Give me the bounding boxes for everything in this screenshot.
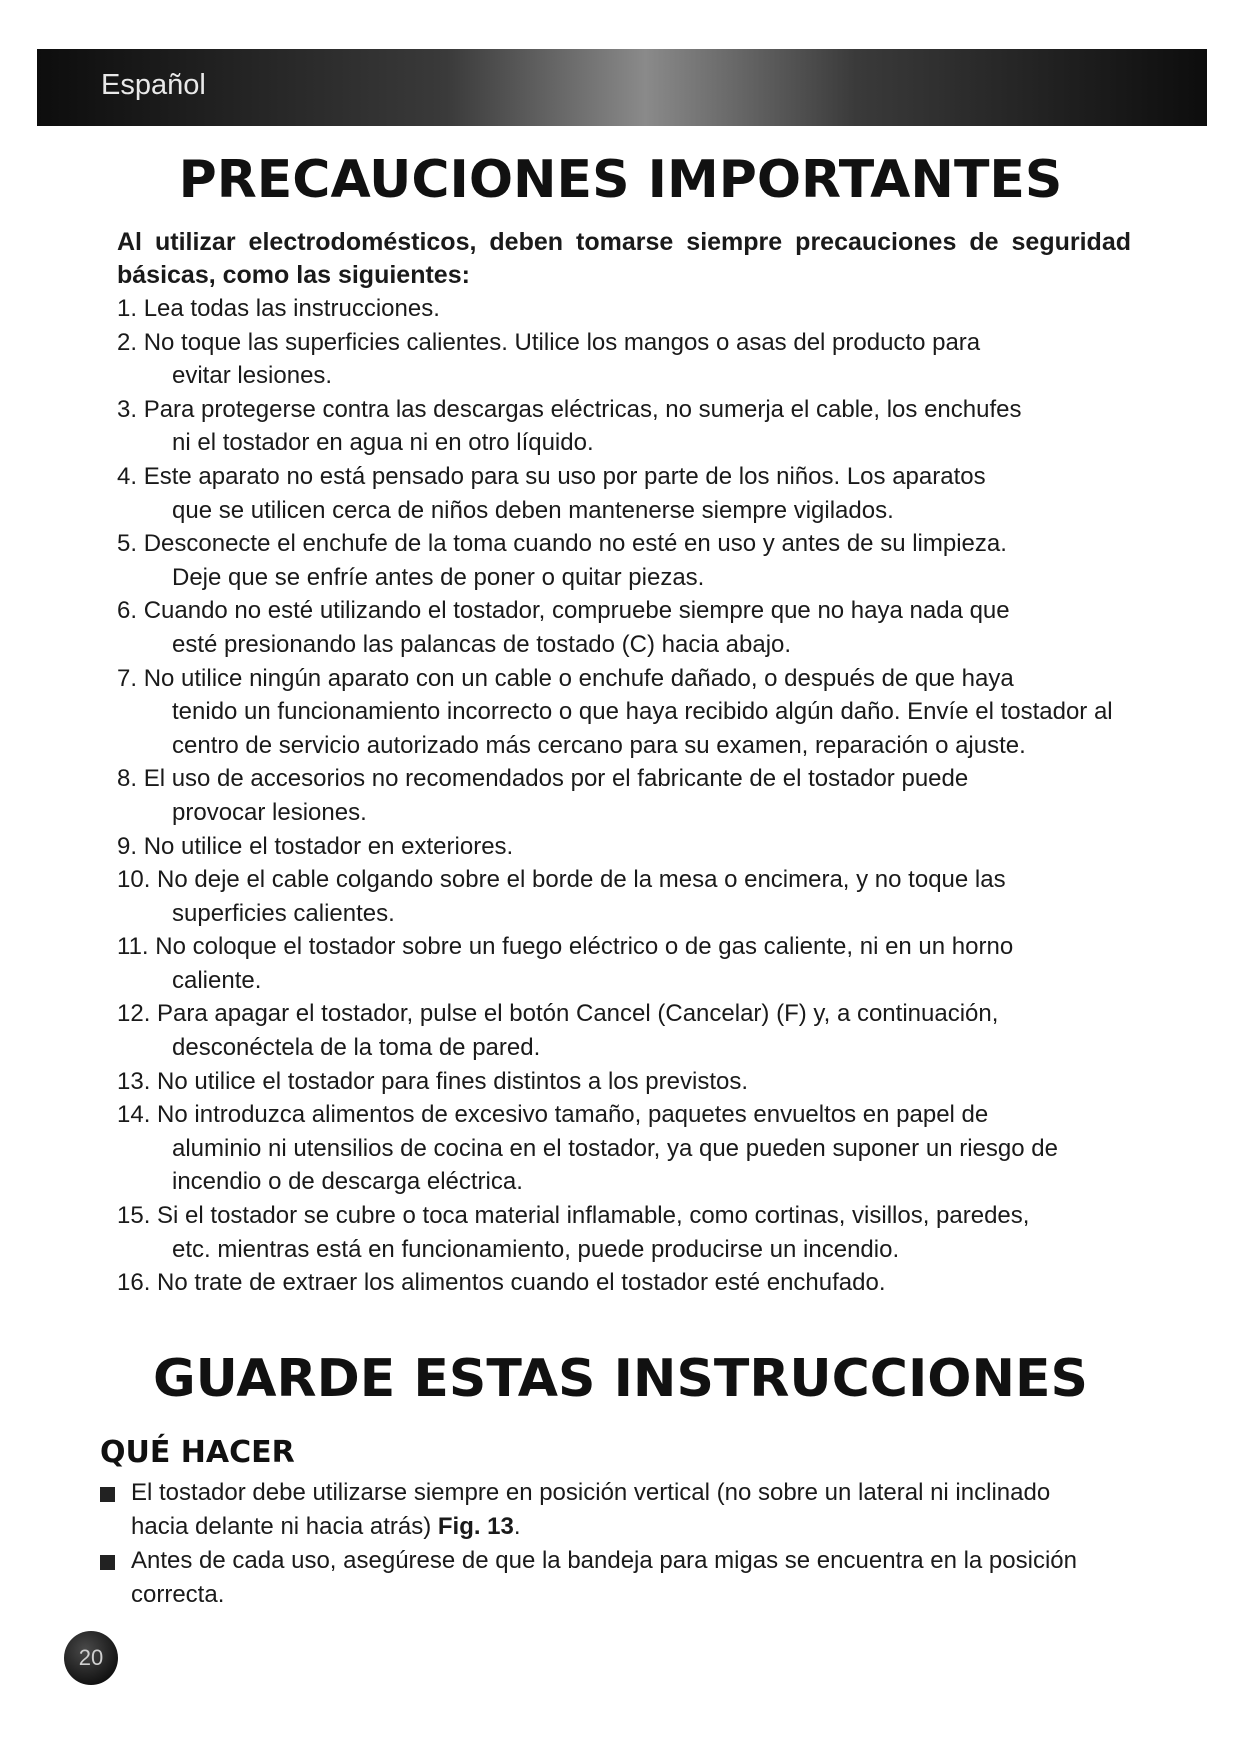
bullet-continuation: hacia delante ni hacia atrás) (131, 1513, 432, 1540)
list-item-text: No coloque el tostador sobre un fuego eléctrico o de gas caliente, ni en un horno (155, 933, 1014, 961)
list-item-text: Lea todas las instrucciones. (143, 295, 440, 322)
list-item (117, 594, 1147, 661)
list-item-continuation: esté presionando las palancas de tostado (C) hacia abajo. (172, 630, 792, 658)
list-item-text: Desconecte el enchufe de la toma cuando no esté en uso y antes de su limpieza. (143, 530, 1007, 558)
list-item-continuation: ni el tostador en agua ni en otro líquido. (172, 429, 594, 457)
list-item-number: 16. (117, 1269, 151, 1297)
list-item-continuation: Deje que se enfríe antes de poner o quitar piezas. (172, 563, 705, 591)
list-item-text: No utilice ningún aparato con un cable o enchufe dañado, o después de que haya (143, 664, 1014, 692)
save-instructions-title: GUARDE ESTAS INSTRUCCIONES (152, 1349, 1088, 1409)
list-item (117, 662, 1147, 763)
square-bullet-icon (100, 1555, 115, 1570)
bullet-text: Antes de cada uso, asegúrese de que la bandeja para migas se encuentra en la posición (131, 1547, 1077, 1574)
bullet-item (100, 1476, 1180, 1544)
list-item-continuation: provocar lesiones. (172, 798, 367, 826)
list-item-continuation: desconéctela de la toma de pared. (172, 1034, 541, 1062)
list-item-number: 14. (117, 1101, 151, 1129)
precautions-list (117, 292, 1147, 1300)
list-item (117, 830, 1147, 864)
list-item-continuation: tenido un funcionamiento incorrecto o que haya recibido algún daño. Envíe el tostador al centro de servicio autorizado más cercano para su examen, reparación o ajuste. (172, 698, 1113, 759)
list-item-number: 3. (117, 395, 138, 423)
list-item-text: Este aparato no está pensado para su uso por parte de los niños. Los aparatos (143, 462, 986, 490)
section-title: QUÉ HACER (100, 1435, 295, 1470)
header-language: Español (101, 69, 206, 101)
list-item-text: El uso de accesorios no recomendados por el fabricante de el tostador puede (143, 765, 969, 793)
list-item-text: No introduzca alimentos de excesivo tamaño, paquetes envueltos en papel de (157, 1101, 989, 1129)
intro-text: Al utilizar electrodomésticos, deben tomarse siempre precauciones de seguridad básicas, como las siguientes: (117, 228, 1131, 289)
list-item-number: 7. (117, 664, 138, 692)
list-item-number: 10. (117, 866, 151, 894)
list-item-text: Para protegerse contra las descargas eléctricas, no sumerja el cable, los enchufes (143, 395, 1022, 423)
bullet-item (100, 1544, 1180, 1612)
list-item-continuation: que se utilicen cerca de niños deben mantenerse siempre vigilados. (172, 496, 894, 524)
figure-reference: Fig. 13 (437, 1513, 514, 1540)
page-number: 20 (64, 1631, 118, 1685)
list-item (117, 460, 1147, 527)
list-item (117, 393, 1147, 460)
list-item-number: 13. (117, 1067, 151, 1095)
list-item-continuation: etc. mientras está en funcionamiento, puede producirse un incendio. (172, 1235, 900, 1263)
list-item-number: 11. (117, 933, 149, 961)
list-item-text: No utilice el tostador en exteriores. (143, 832, 514, 860)
list-item-text: Para apagar el tostador, pulse el botón Cancel (Cancelar) (F) y, a continuación, (157, 1000, 999, 1028)
list-item-continuation: evitar lesiones. (172, 362, 333, 390)
list-item-number: 8. (117, 765, 138, 793)
list-item (117, 292, 1147, 326)
page-title: PRECAUCIONES IMPORTANTES (178, 150, 1063, 210)
list-item-text: Cuando no esté utilizando el tostador, compruebe siempre que no haya nada que (143, 597, 1010, 625)
list-item-number: 6. (117, 597, 138, 625)
list-item-number: 5. (117, 530, 138, 558)
section-bullets (100, 1476, 1180, 1612)
list-item-number: 2. (117, 328, 138, 356)
list-item (117, 863, 1147, 930)
list-item (117, 1199, 1147, 1266)
list-item-text: No toque las superficies calientes. Utilice los mangos o asas del producto para (143, 328, 981, 356)
list-item-text: No trate de extraer los alimentos cuando el tostador esté enchufado. (157, 1269, 886, 1297)
list-item-number: 15. (117, 1202, 151, 1230)
list-item-number: 1. (117, 295, 138, 322)
list-item (117, 930, 1147, 997)
list-item (117, 762, 1147, 829)
list-item (117, 997, 1147, 1064)
list-item (117, 527, 1147, 594)
list-item (117, 1266, 1147, 1300)
square-bullet-icon (100, 1487, 115, 1502)
list-item-number: 12. (117, 1000, 151, 1028)
list-item-continuation: aluminio ni utensilios de cocina en el tostador, ya que pueden suponer un riesgo de incendio o de descarga eléctrica. (172, 1134, 1058, 1196)
bullet-continuation: correcta. (131, 1581, 225, 1608)
list-item (117, 326, 1147, 393)
list-item-continuation: caliente. (172, 966, 262, 994)
bullet-text: El tostador debe utilizarse siempre en posición vertical (no sobre un lateral ni inclinado (131, 1479, 1051, 1506)
header-bar (37, 49, 1207, 126)
list-item (117, 1098, 1147, 1199)
list-item-text: No deje el cable colgando sobre el borde de la mesa o encimera, y no toque las (157, 866, 1006, 894)
list-item-number: 4. (117, 462, 138, 490)
list-item-continuation: superficies calientes. (172, 899, 395, 927)
list-item (117, 1065, 1147, 1099)
list-item-text: Si el tostador se cubre o toca material inflamable, como cortinas, visillos, paredes, (157, 1202, 1030, 1230)
list-item-text: No utilice el tostador para fines distintos a los previstos. (157, 1067, 748, 1095)
list-item-number: 9. (117, 832, 138, 860)
bullet-tail: . (513, 1513, 521, 1540)
